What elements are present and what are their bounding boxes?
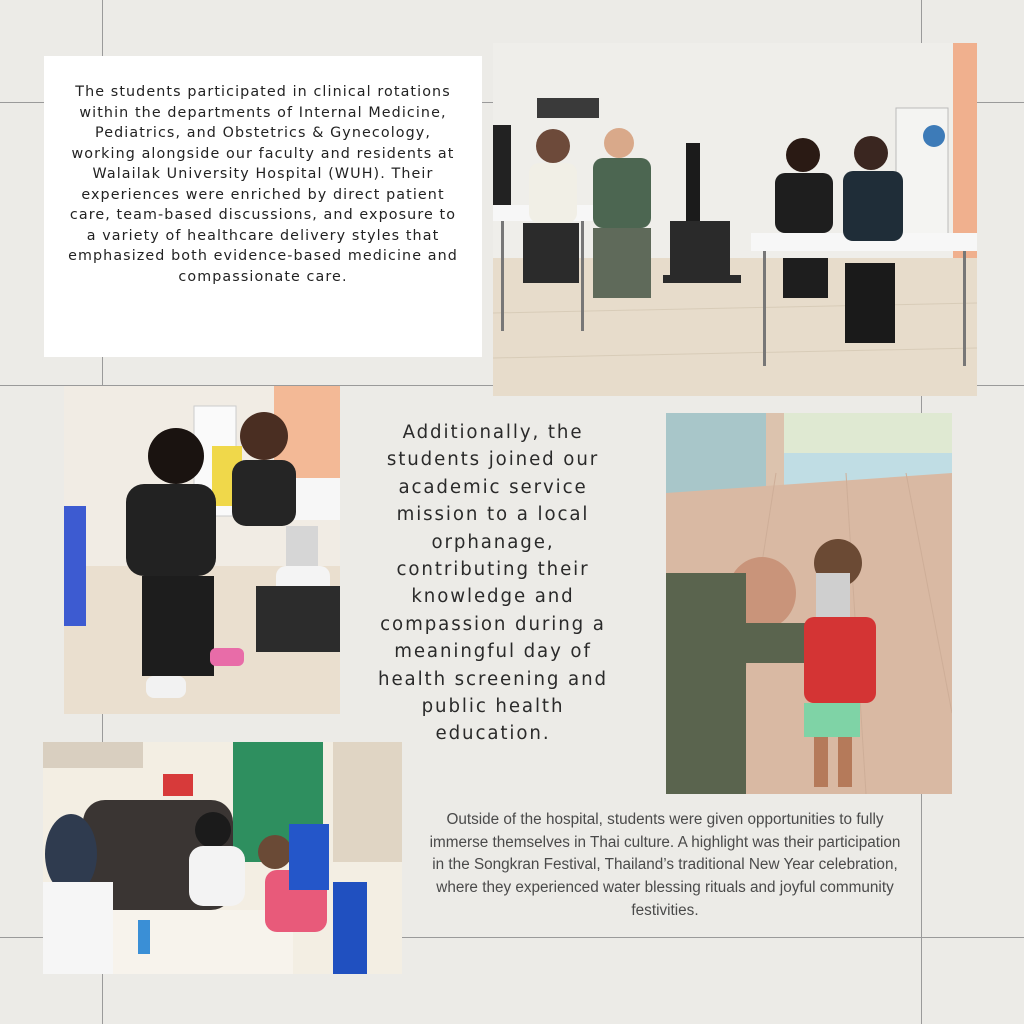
photo-classroom-checkup bbox=[43, 742, 402, 974]
photo-stethoscope-exam bbox=[666, 413, 952, 794]
intro-paragraph: The students participated in clinical rotations within the departments of Internal Medicine, Pediatrics, and Obstetrics & Gynecology, working alongside our faculty and residents at Walailak University Hospital (WUH). Their experiences were enriched by direct patient care, team-based discussions, and exposure to a variety of healthcare delivery styles that emphasized both evidence-based medicine and compassionate care. bbox=[68, 84, 458, 285]
photo-team-at-tables bbox=[493, 43, 977, 396]
mission-paragraph: Additionally, the students joined our academic service mission to a local orphanage, contributing their knowledge and compassion during a meaningful day of health screening and public health education. bbox=[378, 422, 608, 745]
photo-child-screening bbox=[64, 386, 340, 714]
culture-paragraph: Outside of the hospital, students were given opportunities to fully immerse themselves in Thai culture. A highlight was their participation in the Songkran Festival, Thailand’s traditional New Year celebration, where they experienced water blessing rituals and joyful community festivities. bbox=[429, 811, 901, 919]
intro-text-card bbox=[44, 56, 482, 357]
